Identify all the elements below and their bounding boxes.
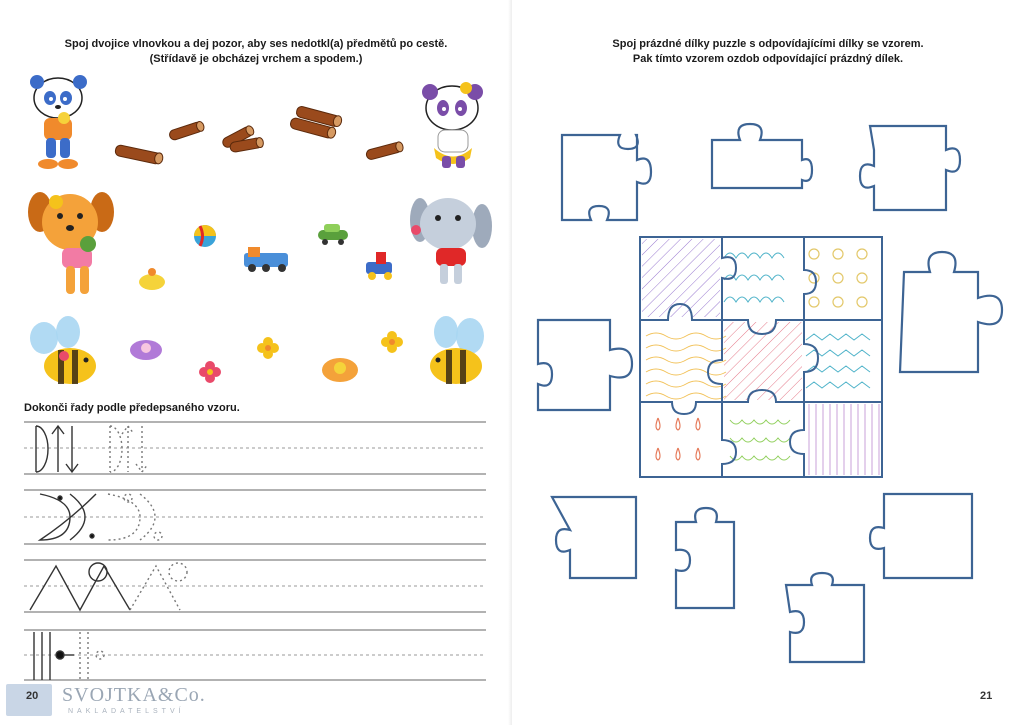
instruction-line-2: (Střídavě je obcházej vrchem a spodem.) — [149, 53, 363, 65]
panda-boy-illustration — [30, 75, 87, 169]
instruction-line-1: Spoj dvojice vlnovkou a dej pozor, aby ses nedotkl(a) předmětů po cestě. — [64, 38, 448, 50]
publisher-name: SVOJTKA&Co. — [62, 684, 206, 706]
page-number-left: 20 — [26, 690, 39, 702]
pattern-row-2 — [40, 494, 162, 540]
flower-items — [130, 331, 403, 383]
central-puzzle-grid — [640, 237, 882, 477]
bee-right-illustration — [430, 316, 484, 384]
empty-puzzle-piece — [712, 124, 812, 188]
empty-puzzle-piece — [552, 497, 636, 578]
orange-puppy-illustration — [28, 192, 114, 294]
pattern-row-1 — [36, 426, 148, 472]
empty-puzzle-piece — [562, 135, 651, 220]
empty-puzzle-piece — [870, 494, 972, 578]
panda-girl-illustration — [422, 82, 483, 168]
wooden-logs — [114, 105, 404, 165]
empty-puzzle-piece — [860, 126, 960, 210]
empty-puzzle-piece — [538, 320, 632, 410]
puzzle-tile-vertical-lines — [808, 404, 880, 475]
trace-rows-instruction: Dokonči řady podle předepsaného vzoru. — [24, 402, 240, 414]
grey-dog-illustration — [410, 198, 492, 284]
empty-puzzle-piece — [676, 508, 734, 608]
publisher-subtitle: NAKLADATELSTVÍ — [68, 708, 185, 715]
puzzle-illustration — [512, 0, 1024, 725]
toy-items — [139, 224, 392, 290]
instruction-line-2: Pak tímto vzorem ozdob odpovídající prázdný dílek. — [632, 53, 904, 65]
bee-left-illustration — [30, 316, 96, 384]
empty-puzzle-piece — [786, 573, 864, 662]
instruction-line-1: Spoj prázdné dílky puzzle s odpovídajícími dílky se vzorem. — [612, 38, 924, 50]
page-number-right: 21 — [980, 690, 993, 702]
pattern-row-4 — [34, 632, 104, 680]
tracing-lines — [24, 422, 486, 680]
puzzle-tile-stripes — [642, 239, 720, 317]
empty-puzzle-piece — [900, 252, 1002, 372]
right-page — [512, 0, 1024, 725]
